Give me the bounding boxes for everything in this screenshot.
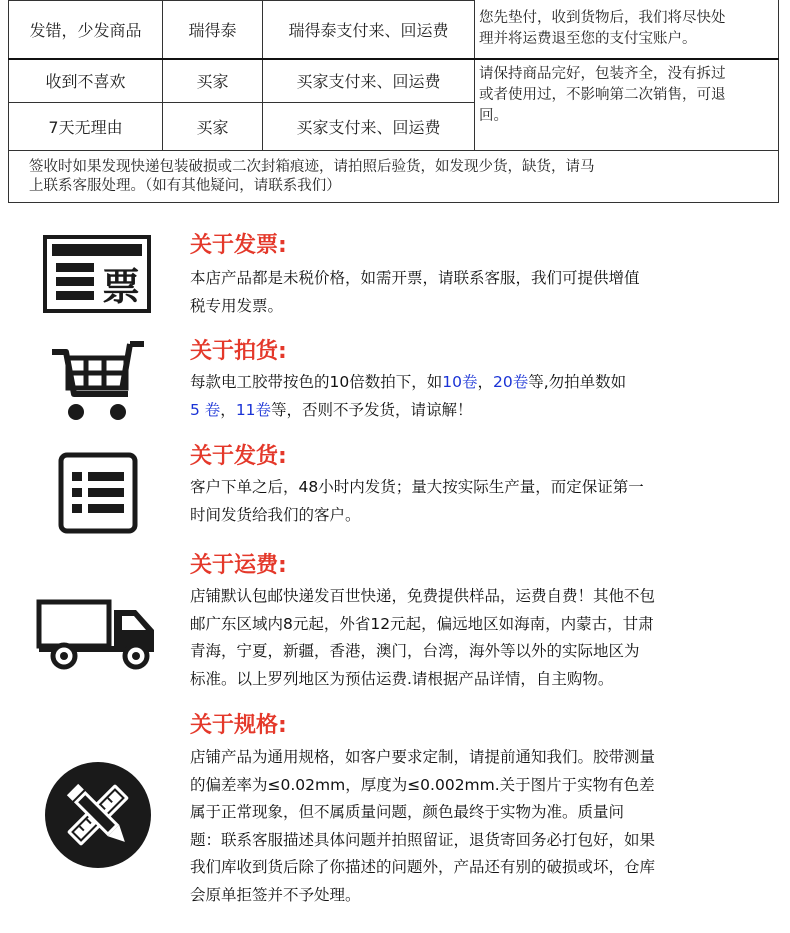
section-body [190,583,750,693]
highlight-qty: 10卷 [442,373,478,391]
list-icon [58,452,138,534]
body-line: 会原单拒签并不予处理。 [190,885,361,904]
section-body [190,744,750,909]
table-cell-method: 买家支付来、回运费 [263,59,475,103]
section-body [190,369,750,424]
table-cell-method: 瑞得泰支付来、回运费 [263,1,475,59]
body-text: 每款电工胶带按色的10倍数拍下，如 [190,373,443,391]
body-line: 店铺产品为通用规格，如客户要求定制，请提前通知我们。胶带测量 [190,748,656,766]
table-row-footer [9,151,779,203]
table-cell-note [475,1,779,59]
body-text: ， [220,400,236,419]
body-text: 等，否则不予发货，请谅解！ [271,400,473,419]
table-cell-payer: 买家 [163,59,263,103]
table-cell-payer: 买家 [163,103,263,151]
invoice-icon-glyph: 票 [101,265,141,309]
table-cell-note [475,59,779,151]
section-title: 关于拍货: [190,339,287,364]
truck-icon [36,596,160,670]
body-line: 时间发货给我们的客户。 [190,505,361,524]
body-line: 题：联系客服描述具体问题并拍照留证，退货寄回务必打包好，如果 [190,830,656,849]
table-row [9,1,779,59]
note-line: 或者使用过，不影响第二次销售，可退 [479,86,726,103]
table-row [9,59,779,103]
note-line: 理并将运费退至您的支付宝账户。 [479,31,697,47]
footer-line: 签收时如果发现快递包装破损或二次封箱痕迹，请拍照后验货，如发现少货，缺货，请马 [29,158,595,175]
section-title: 关于运费: [190,553,287,578]
note-line: 您先垫付，收到货物后，我们将尽快处 [479,10,726,26]
body-text: 等,勿拍单数如 [528,373,627,391]
highlight-qty: 11卷 [235,400,272,419]
body-line: 本店产品都是未税价格，如需开票，请联系客服，我们可提供增值 [190,269,640,287]
table-cell-reason: 发错，少发商品 [9,1,163,59]
table-cell-method: 买家支付来、回运费 [263,103,475,151]
body-text: ， [477,373,493,391]
body-line: 标准。以上罗列地区为预估运费.请根据产品详情，自主购物。 [190,669,614,688]
note-line: 请保持商品完好，包装齐全，没有拆过 [479,65,726,82]
section-title: 关于发货: [190,444,287,469]
section-body [190,474,750,529]
body-line: 税专用发票。 [190,296,284,315]
invoice-icon [43,235,151,313]
shopping-cart-icon [48,340,148,425]
return-policy-table [8,0,779,203]
table-cell-reason: 7天无理由 [9,103,163,151]
pencil-ruler-icon [42,760,154,870]
highlight-qty: 20卷 [492,373,529,391]
body-line: 青海，宁夏，新疆，香港，澳门，台湾，海外等以外的实际地区为 [190,642,640,660]
note-line: 回。 [479,107,508,124]
body-line: 属于正常现象，但不属质量问题，颜色最终于实物为准。质量问 [190,803,625,821]
table-cell-payer: 瑞得泰 [163,1,263,59]
section-title: 关于发票: [190,233,287,258]
body-line: 的偏差率为≤0.02mm，厚度为≤0.002mm.关于图片于实物有色差 [190,775,655,794]
body-line: 客户下单之后，48小时内发货；量大按实际生产量，而定保证第一 [190,478,644,496]
section-body [190,265,750,320]
highlight-qty: 5 卷 [190,400,221,419]
section-title: 关于规格: [190,713,287,738]
body-line: 邮广东区域内8元起，外省12元起，偏远地区如海南，内蒙古，甘肃 [190,614,654,633]
table-cell-reason: 收到不喜欢 [9,59,163,103]
footer-line: 上联系客服处理。（如有其他疑问，请联系我们） [29,177,341,194]
body-line [190,397,750,425]
body-line: 我们库收到货后除了你描述的问题外，产品还有别的破损或坏，仓库 [190,858,656,876]
body-line [190,369,750,397]
table-footer-note [9,151,779,203]
body-line: 店铺默认包邮快递发百世快递，免费提供样品，运费自费！其他不包 [190,587,656,605]
